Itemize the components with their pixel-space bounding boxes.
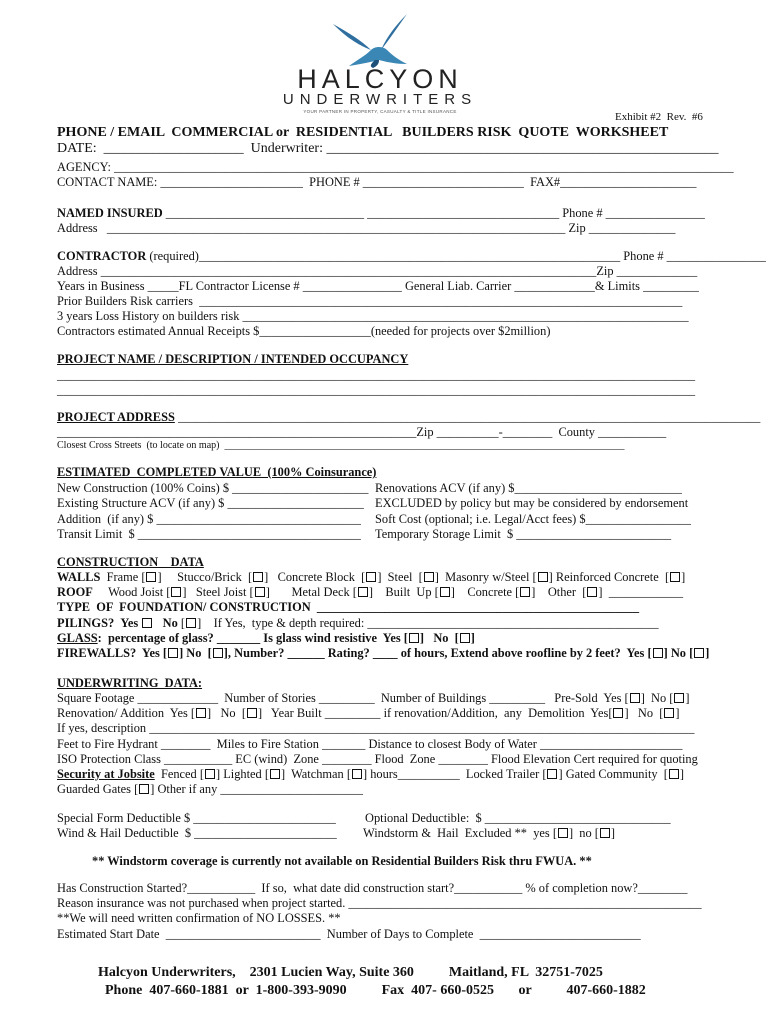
square-footage-fields[interactable]: Square Footage _____________ Number of Stories _________ Number of Buildings _________ Pre-Sold Yes (57, 691, 622, 705)
renovation-yes-checkbox[interactable] (196, 708, 206, 718)
transit-limit-line[interactable]: Transit Limit $ ____________________________________ (57, 527, 361, 541)
walls-stucco-checkbox[interactable] (253, 572, 263, 582)
contractor-label: CONTRACTOR (57, 249, 147, 263)
roof-built-up-checkbox[interactable] (440, 587, 450, 597)
pilings-yes-checkbox[interactable] (142, 618, 152, 628)
firewalls-yes-checkbox[interactable] (168, 648, 178, 658)
roof-steel-joist-label: Steel Joist (195, 585, 247, 599)
firewalls-yes-label: FIREWALLS? Yes (57, 646, 160, 660)
roof-other-checkbox[interactable] (587, 587, 597, 597)
roof-built-up-label: Built Up (385, 585, 432, 599)
project-name-heading: PROJECT NAME / DESCRIPTION / INTENDED OCCUPANCY (57, 352, 409, 366)
pilings-ifyes[interactable]: If Yes, type & depth required: _______________________________________________ (213, 616, 659, 630)
roof-other-label: Other (547, 585, 577, 599)
firewalls-no-checkbox[interactable] (213, 648, 223, 658)
walls-concrete-block-checkbox[interactable] (366, 572, 376, 582)
extend-no-label: No (670, 646, 686, 660)
extend-no-checkbox[interactable] (694, 648, 704, 658)
annual-receipts-line[interactable]: Contractors estimated Annual Receipts $__________________(needed for projects over $2million) (57, 324, 551, 338)
roof-label: ROOF (57, 585, 93, 599)
project-desc-blank-2[interactable]: _______________________________________________________________________________________________________ (57, 383, 696, 397)
roof-concrete-label: Concrete (467, 585, 513, 599)
presold-no-label: No (651, 691, 667, 705)
glass-line: GLASS: percentage of glass? _______ Is glass wind resistive Yes [ ] No [ ] (57, 631, 475, 645)
roof-metal-deck-checkbox[interactable] (358, 587, 368, 597)
walls-frame-label: Frame (106, 570, 139, 584)
date-underwriter-line[interactable]: DATE: ____________________ Underwriter: ________________________________________________________ (57, 141, 719, 156)
year-built-demolition-label[interactable]: Year Built _________ if renovation/Addition, any Demolition Yes (270, 706, 609, 720)
walls-steel-checkbox[interactable] (424, 572, 434, 582)
firewalls-no-label: No (186, 646, 202, 660)
walls-steel-label: Steel (387, 570, 413, 584)
logo-line-halcyon: HALCYON (297, 64, 463, 94)
roof-line: ROOF Wood Joist [ ] Steel Joist [ ] Metal Deck [ ] Built Up [ ] Concrete [ ] Other [ ] ____________ (57, 585, 684, 599)
walls-masonry-checkbox[interactable] (538, 572, 548, 582)
security-hours-field[interactable]: hours__________ (370, 767, 460, 781)
walls-stucco-label: Stucco/Brick (177, 570, 242, 584)
security-line: Security at Jobsite Fenced [ ] Lighted [ ] Watchman [ ] hours__________ Locked Trailer [ ] Gated Community [ ] (57, 767, 685, 781)
loss-history-line[interactable]: 3 years Loss History on builders risk ________________________________________________________________________ (57, 309, 689, 323)
windstorm-excluded-yes-label: Windstorm & Hail Excluded ** yes (363, 826, 550, 840)
bird-wing-left (333, 24, 371, 50)
contractor-line[interactable] (57, 250, 766, 262)
construction-data-heading: CONSTRUCTION DATA (57, 555, 204, 569)
contractor-address-line[interactable]: Address ________________________________________________________________________________Zip _____________ (57, 264, 698, 278)
renovation-no-label: No (220, 706, 236, 720)
windstorm-excluded-no-label: no (579, 826, 592, 840)
walls-masonry-label: Masonry w/Steel (445, 570, 530, 584)
guarded-gates-checkbox[interactable] (139, 784, 149, 794)
security-lighted-label: Lighted (223, 767, 262, 781)
named-insured-fields[interactable]: ________________________________ _______________________________ Phone # ________________ (162, 206, 705, 220)
temp-storage-line[interactable]: Temporary Storage Limit $ _________________________ (375, 527, 672, 541)
walls-concrete-block-label: Concrete Block (277, 570, 355, 584)
no-losses-note: **We will need written confirmation of NO LOSSES. ** (57, 911, 341, 925)
named-insured-line[interactable] (57, 207, 705, 219)
security-watchman-label: Watchman (291, 767, 344, 781)
excluded-note: EXCLUDED by policy but may be considered by endorsement (375, 496, 689, 510)
walls-frame-checkbox[interactable] (146, 572, 156, 582)
soft-cost-line[interactable]: Soft Cost (optional; i.e. Legal/Acct fees) $_________________ (375, 512, 691, 526)
logo-line-underwriters: UNDERWRITERS (282, 91, 478, 108)
pilings-label: PILINGS? (57, 616, 115, 630)
security-fenced-checkbox[interactable] (205, 769, 215, 779)
special-form-deductible[interactable]: Special Form Deductible $ _______________________ (57, 811, 336, 825)
security-locked-checkbox[interactable] (547, 769, 557, 779)
walls-reinforced-checkbox[interactable] (670, 572, 680, 582)
roof-concrete-checkbox[interactable] (520, 587, 530, 597)
walls-line: WALLS Frame [ ] Stucco/Brick [ ] Concrete Block [ ] Steel [ ] Masonry w/Steel [ ] Reinforced Concrete [ ] (57, 570, 686, 584)
project-address-label: PROJECT ADDRESS (57, 410, 175, 424)
estimated-start-line[interactable]: Estimated Start Date _________________________ Number of Days to Complete __________________________ (57, 927, 641, 941)
prior-carriers-line[interactable]: Prior Builders Risk carriers ______________________________________________________________________________ (57, 294, 683, 308)
square-footage-line[interactable]: Square Footage _____________ Number of Stories _________ Number of Buildings _________ Pre-Sold Yes [ ] No [ ] (57, 691, 690, 705)
roof-steel-joist-checkbox[interactable] (255, 587, 265, 597)
named-insured-label: NAMED INSURED (57, 206, 163, 220)
glass-yes-label: Yes (382, 631, 401, 645)
pilings-no-checkbox[interactable] (186, 618, 196, 628)
walls-reinforced-label: Reinforced Concrete (555, 570, 659, 584)
demolition-no-label: No (637, 706, 654, 720)
glass-no-label: No (433, 631, 449, 645)
firewalls-line: FIREWALLS? Yes [ ] No [ ], Number? ______ Rating? ____ of hours, Extend above roofline by 2 feet? Yes [ ] No [ ] (57, 646, 710, 660)
optional-deductible[interactable]: Optional Deductible: $ ______________________________ (365, 811, 671, 825)
renovation-line: Renovation/ Addition Yes [ ] No [ ] Year Built _________ if renovation/Addition, any Demolition Yes[ ] No [ ] (57, 706, 680, 720)
windstorm-notice: ** Windstorm coverage is currently not available on Residential Builders Risk thru FWUA. ** (92, 854, 592, 868)
glass-label: GLASS (57, 631, 98, 645)
security-label: Security at Jobsite (57, 767, 155, 781)
windstorm-excluded-line: Windstorm & Hail Excluded ** yes [ ] no [ ] (363, 826, 616, 840)
pilings-yes-label: Yes (120, 616, 139, 630)
addition-line[interactable]: Addition (if any) $ _________________________________ (57, 512, 361, 526)
new-construction-line[interactable]: New Construction (100% Coins) $ ______________________ (57, 481, 369, 495)
wind-hail-deductible[interactable]: Wind & Hail Deductible $ _______________________ (57, 826, 337, 840)
footer-address: Halcyon Underwriters, 2301 Lucien Way, Suite 360 Maitland, FL 32751-7025 (98, 965, 603, 980)
renovation-no-checkbox[interactable] (247, 708, 257, 718)
foundation-line[interactable]: TYPE OF FOUNDATION/ CONSTRUCTION ____________________________________________________ (57, 600, 640, 614)
security-watchman-checkbox[interactable] (352, 769, 362, 779)
logo-tagline: YOUR PARTNER IN PROPERTY, CASUALTY & TITLE INSURANCE (303, 109, 457, 114)
pilings-no-label: No (162, 616, 178, 630)
glass-question[interactable]: : percentage of glass? _______ Is glass wind resistive (97, 631, 377, 645)
demolition-yes-checkbox[interactable] (613, 708, 623, 718)
ecv-heading: ESTIMATED COMPLETED VALUE (100% Coinsurance) (57, 465, 377, 479)
iso-protection-line[interactable]: ISO Protection Class ___________ EC (wind) Zone ________ Flood Zone ________ Flood Elevation Cert required for quoting (57, 752, 698, 766)
zip-county-line[interactable]: __________________________________________________________Zip __________-________ County ___________ (57, 425, 667, 439)
roof-wood-joist-checkbox[interactable] (171, 587, 181, 597)
underwriting-heading: UNDERWRITING DATA: (57, 676, 203, 690)
project-desc-blank-1[interactable]: _______________________________________________________________________________________________________ (57, 368, 696, 382)
security-gated-label: Gated Community (565, 767, 658, 781)
demolition-no-checkbox[interactable] (664, 708, 674, 718)
roof-other-field[interactable]: ____________ (608, 585, 684, 599)
windstorm-excluded-yes-checkbox[interactable] (558, 828, 568, 838)
cross-streets-line[interactable]: Closest Cross Streets (to locate on map) ________________________________________________________________________________ (57, 440, 625, 451)
extend-yes-checkbox[interactable] (653, 648, 663, 658)
fire-hydrant-line[interactable]: Feet to Fire Hydrant ________ Miles to Fire Station _______ Distance to closest Body of Water _______________________ (57, 737, 683, 751)
guarded-gates-line: Guarded Gates [ ] Other if any _______________________ (57, 782, 363, 796)
reason-not-purchased-line[interactable]: Reason insurance was not purchased when project started. _________________________________________________________ (57, 896, 702, 910)
page-title: PHONE / EMAIL COMMERCIAL or RESIDENTIAL BUILDERS RISK QUOTE WORKSHEET (57, 125, 669, 140)
walls-label: WALLS (57, 570, 101, 584)
if-yes-description-line[interactable]: If yes, description ________________________________________________________________________________________ (57, 721, 695, 735)
guarded-gates-label: Guarded Gates (57, 782, 131, 796)
existing-structure-line[interactable]: Existing Structure ACV (if any) $ ______________________ (57, 496, 364, 510)
roof-wood-joist-label: Wood Joist (108, 585, 164, 599)
project-address-field[interactable]: ______________________________________________________________________________________________ (174, 410, 761, 424)
firewalls-details[interactable]: , Number? ______ Rating? ____ of hours, Extend above roofline by 2 feet? Yes (227, 646, 645, 660)
presold-no-checkbox[interactable] (674, 693, 684, 703)
renovations-line[interactable]: Renovations ACV (if any) $___________________________ (375, 481, 682, 495)
construction-started-line[interactable]: Has Construction Started?___________ If so, what date did construction start?___________ % of completion now?________ (57, 881, 688, 895)
presold-yes-checkbox[interactable] (630, 693, 640, 703)
contractor-fields[interactable]: (required)____________________________________________________________________ Phone # ________________ (146, 249, 766, 263)
contact-line[interactable]: CONTACT NAME: _______________________ PHONE # __________________________ FAX#______________________ (57, 175, 697, 189)
glass-no-checkbox[interactable] (460, 633, 470, 643)
glass-yes-checkbox[interactable] (409, 633, 419, 643)
logo-wordmark (270, 66, 490, 114)
insured-address-line[interactable]: Address __________________________________________________________________________ Zip ______________ (57, 221, 676, 235)
years-license-line[interactable]: Years in Business _____FL Contractor License # ________________ General Liab. Carrier _____________& Limits _________ (57, 279, 699, 293)
security-fenced-label: Fenced (160, 767, 197, 781)
renovation-yes-label: Renovation/ Addition Yes (57, 706, 188, 720)
roof-metal-deck-label: Metal Deck (291, 585, 350, 599)
project-address-line[interactable] (57, 411, 760, 423)
bird-wing-right (381, 14, 407, 50)
exhibit-label: Exhibit #2 Rev. #6 (615, 111, 703, 123)
pilings-line: PILINGS? Yes No [ ] If Yes, type & depth required: _______________________________________________ (57, 616, 659, 630)
agency-line[interactable]: AGENCY: ____________________________________________________________________________________________________ (57, 160, 734, 174)
security-gated-checkbox[interactable] (669, 769, 679, 779)
footer-phone-fax: Phone 407-660-1881 or 1-800-393-9090 Fax 407- 660-0525 or 407-660-1882 (105, 983, 646, 998)
security-locked-label: Locked Trailer (465, 767, 540, 781)
windstorm-excluded-no-checkbox[interactable] (600, 828, 610, 838)
security-lighted-checkbox[interactable] (270, 769, 280, 779)
other-if-any-field[interactable]: Other if any _______________________ (157, 782, 363, 796)
